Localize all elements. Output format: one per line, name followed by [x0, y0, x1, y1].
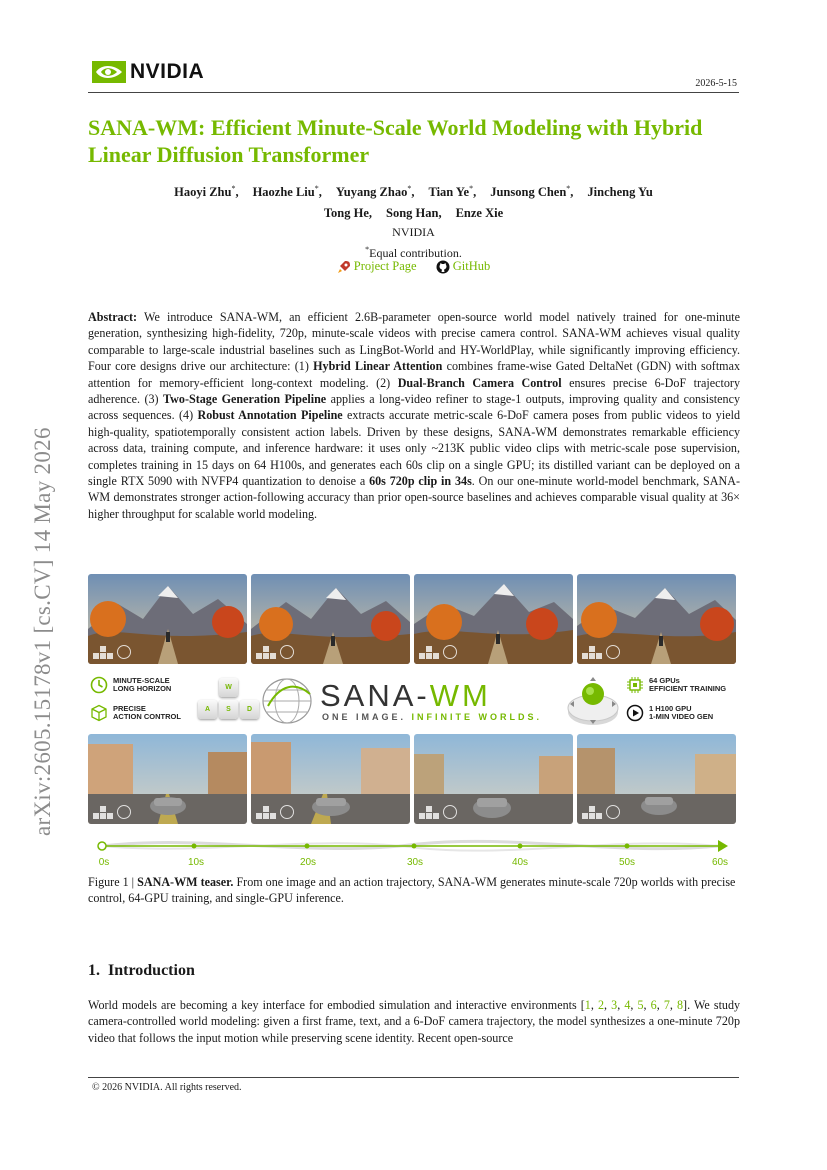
street-frame: [414, 734, 573, 824]
section-heading: 1. Introduction: [88, 962, 195, 979]
affiliation-block: [88, 223, 739, 262]
author-list: [88, 178, 739, 224]
street-frame: [577, 734, 736, 824]
abstract-label: Abstract:: [88, 310, 138, 324]
key-w: W: [219, 678, 238, 697]
teaser-figure: [88, 574, 739, 874]
timeline-tick: 40s: [511, 857, 529, 868]
joystick-icon: [566, 674, 620, 728]
mountain-frame: [251, 574, 410, 664]
play-icon: [626, 704, 644, 722]
control-hud: [256, 645, 294, 659]
author-name: Haozhe Liu*,: [252, 184, 322, 200]
street-frame: [251, 734, 410, 824]
citation-link[interactable]: 8: [677, 998, 684, 1012]
author-name: Jincheng Yu: [587, 185, 653, 200]
links-row: [88, 259, 739, 278]
intro-paragraph: World models are becoming a key interface for embodied simulation and interactive environments [1, 2, 3, 4, 5, 6, 7, 8]. We study camera-controlled world modeling: given a first frame, text, and a 6-DoF camera trajectory, the model synthesizes a one-minute 720p video that follows the input motion while preserving scene identity. Recent open-source: [88, 998, 741, 1045]
feature-minute-scale: MINUTE-SCALE LONG HORIZON: [90, 676, 171, 694]
citation-link[interactable]: 1: [584, 998, 591, 1012]
control-hud: [93, 805, 131, 819]
clock-icon: [90, 676, 108, 694]
header-divider: [88, 92, 739, 93]
nvidia-logo: [92, 60, 204, 84]
paper-title: SANA-WM: Efficient Minute-Scale World Modeling with Hybrid Linear Diffusion Transformer: [88, 115, 703, 167]
citation-link[interactable]: 5: [637, 998, 644, 1012]
timeline-tick: 20s: [299, 857, 317, 868]
citation-link[interactable]: 3: [611, 998, 618, 1012]
control-hud: [582, 645, 620, 659]
mountain-frame: [577, 574, 736, 664]
brand-tagline: ONE IMAGE. INFINITE WORLDS.: [322, 712, 543, 722]
author-name: Junsong Chen*,: [490, 184, 574, 200]
nvidia-eye-icon: [92, 61, 126, 83]
timeline-tick: 60s: [711, 857, 729, 868]
affiliation: NVIDIA: [392, 225, 435, 239]
control-hud: [93, 645, 131, 659]
author-name: Yuyang Zhao*,: [335, 184, 415, 200]
github-link[interactable]: [436, 259, 491, 274]
author-name: Tong He,: [323, 206, 372, 221]
equal-contribution-note: *Equal contribution.: [365, 245, 462, 260]
wasd-keys: [198, 678, 260, 726]
citation-link[interactable]: 7: [663, 998, 670, 1012]
project-page-label: Project Page: [353, 259, 417, 273]
mountain-frame: [88, 574, 247, 664]
timeline-tick: 30s: [406, 857, 424, 868]
arxiv-sidebar: [30, 427, 55, 856]
key-d: D: [240, 700, 259, 719]
brand-wordmark: SANA-WM: [320, 678, 491, 713]
publication-date: 2026-5-15: [695, 78, 737, 89]
globe-icon: [260, 676, 314, 726]
author-name: Tian Ye*,: [428, 184, 477, 200]
mountain-frame: [414, 574, 573, 664]
footer-divider: [88, 1077, 739, 1078]
figure-caption: Figure 1 | SANA-WM teaser. From one image and an action trajectory, SANA-WM generates minute-scale 720p worlds with precise control, 64-GPU training, and single-GPU inference.: [88, 875, 736, 906]
abstract: Abstract: We introduce SANA-WM, an efficient 2.6B-parameter open-source world model natively trained for one-minute generation, synthesizing high-fidelity, 720p, minute-scale videos with precise camera control. SANA-WM achieves visual quality comparable to large-scale industrial baselines such as LingBot-World and HY-WorldPlay, while significantly improving efficiency. Four core designs drive our architecture: (1) Hybrid Linear Attention combines frame-wise Gated DeltaNet (GDN) with softmax attention for memory-efficient long-context modeling. (2) Dual-Branch Camera Control ensures precise 6-DoF trajectory adherence. (3) Two-Stage Generation Pipeline applies a long-video refiner to stage-1 outputs, improving quality and consistency across sequences. (4) Robust Annotation Pipeline extracts accurate metric-scale 6-DoF camera poses from public videos to yield high-quality, spatiotemporally consistent action labels. Driven by these designs, SANA-WM demonstrates remarkable efficiency across data, training compute, and inference hardware: it uses only ~213K public video clips with metric-scale pose supervision, completes training in 15 days on 64 H100s, and generates each 60s clip on a single GPU; its distilled variant can be deployed on a single RTX 5090 with NVFP4 quantization to denoise a 60s 720p clip in 34s. On our one-minute world-model benchmark, SANA-WM demonstrates stronger action-following accuracy than prior open-source baselines and achieves comparable visual quality at 36× higher throughput for scalable world modeling.: [88, 310, 741, 521]
chip-icon: [626, 676, 644, 694]
feature-single-gpu: 1 H100 GPU 1-MIN VIDEO GEN: [626, 704, 713, 722]
street-frame: [88, 734, 247, 824]
author-name: Enze Xie: [455, 206, 504, 221]
citation-link[interactable]: 4: [624, 998, 631, 1012]
author-name: Song Han,: [386, 206, 442, 221]
project-page-link[interactable]: [337, 259, 417, 274]
cube-icon: [90, 704, 108, 722]
feature-precise-control: PRECISE ACTION CONTROL: [90, 704, 181, 722]
author-name: Haoyi Zhu*,: [174, 184, 239, 200]
citation-link[interactable]: 6: [650, 998, 657, 1012]
timeline: [88, 836, 739, 872]
feature-64-gpus: 64 GPUs EFFICIENT TRAINING: [626, 676, 726, 694]
control-hud: [419, 805, 457, 819]
control-hud: [582, 805, 620, 819]
rocket-icon: [337, 260, 351, 274]
timeline-tick: 10s: [187, 857, 205, 868]
control-hud: [419, 645, 457, 659]
github-icon: [436, 260, 450, 274]
author-row-1: [88, 178, 739, 203]
key-a: A: [198, 700, 217, 719]
timeline-track: [88, 836, 739, 858]
copyright: © 2026 NVIDIA. All rights reserved.: [92, 1082, 242, 1093]
key-s: S: [219, 700, 238, 719]
github-label: GitHub: [452, 259, 491, 273]
control-hud: [256, 805, 294, 819]
author-row-2: [88, 203, 739, 224]
citation-list: 1, 2, 3, 4, 5, 6, 7, 8: [584, 998, 684, 1012]
timeline-tick: 0s: [98, 857, 110, 868]
arxiv-identifier: arXiv:2605.15178v1 [cs.CV] 14 May 2026: [30, 427, 55, 836]
citation-link[interactable]: 2: [597, 998, 605, 1012]
timeline-tick: 50s: [618, 857, 636, 868]
sana-wm-brand: [256, 674, 556, 730]
brand-name: NVIDIA: [130, 60, 205, 83]
